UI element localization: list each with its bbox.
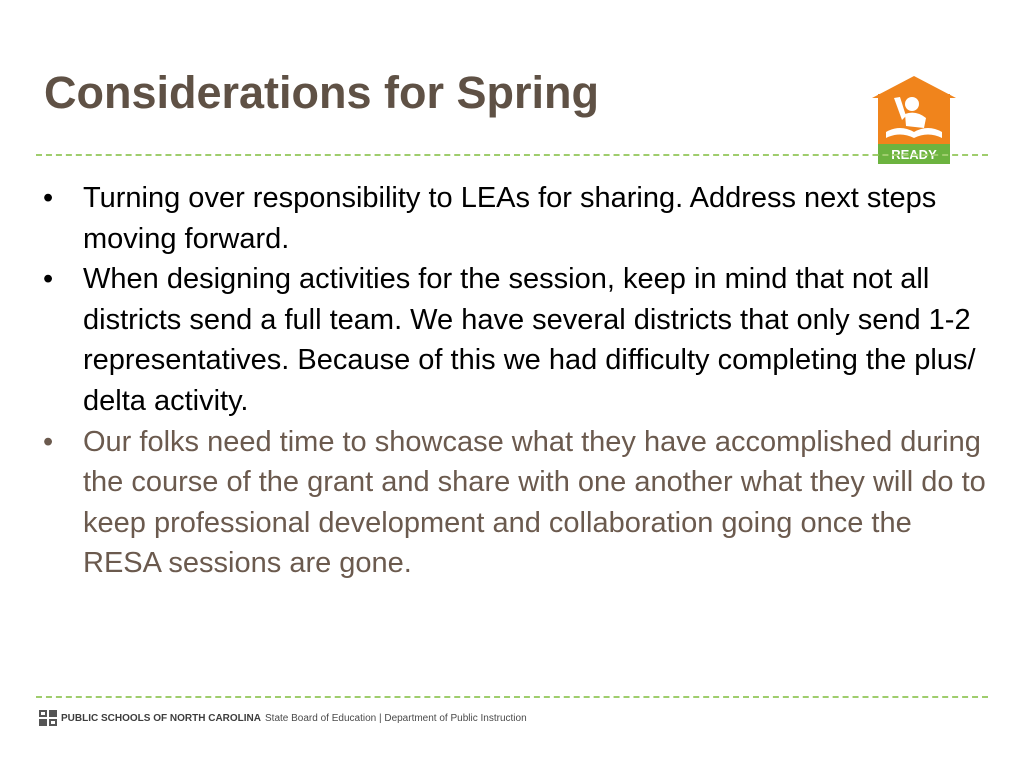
bullet-text: Our folks need time to showcase what they have accomplished during the course of the grant and share with one another what they will do to keep professional development and collaboration going once the RESA sessions are gone. [83, 425, 986, 580]
footer [38, 708, 527, 728]
footer-org: PUBLIC SCHOOLS OF NORTH CAROLINA [61, 712, 261, 724]
bullet-item [40, 422, 990, 584]
ready-logo-icon [872, 76, 956, 166]
header-divider [36, 154, 988, 156]
bullet-marker: • [43, 182, 54, 214]
bullet-text: Turning over responsibility to LEAs for sharing. Address next steps moving forward. [83, 182, 937, 255]
bullet-item [40, 259, 990, 421]
bullet-marker: • [43, 263, 54, 296]
footer-subtitle: State Board of Education | Department of Public Instruction [265, 712, 527, 724]
slide-title: Considerations for Spring [44, 67, 600, 118]
bullet-item [40, 178, 990, 259]
logo-label: READY [891, 147, 937, 162]
nc-dpi-seal-icon [38, 708, 58, 728]
footer-divider [36, 696, 988, 698]
bullet-marker: • [43, 425, 54, 458]
bullet-text: When designing activities for the session, keep in mind that not all districts send a full team. We have several districts that only send 1-2 representatives. Because of this we had difficulty completing the plus/ delta activity. [83, 263, 976, 417]
bullet-list [40, 178, 990, 584]
